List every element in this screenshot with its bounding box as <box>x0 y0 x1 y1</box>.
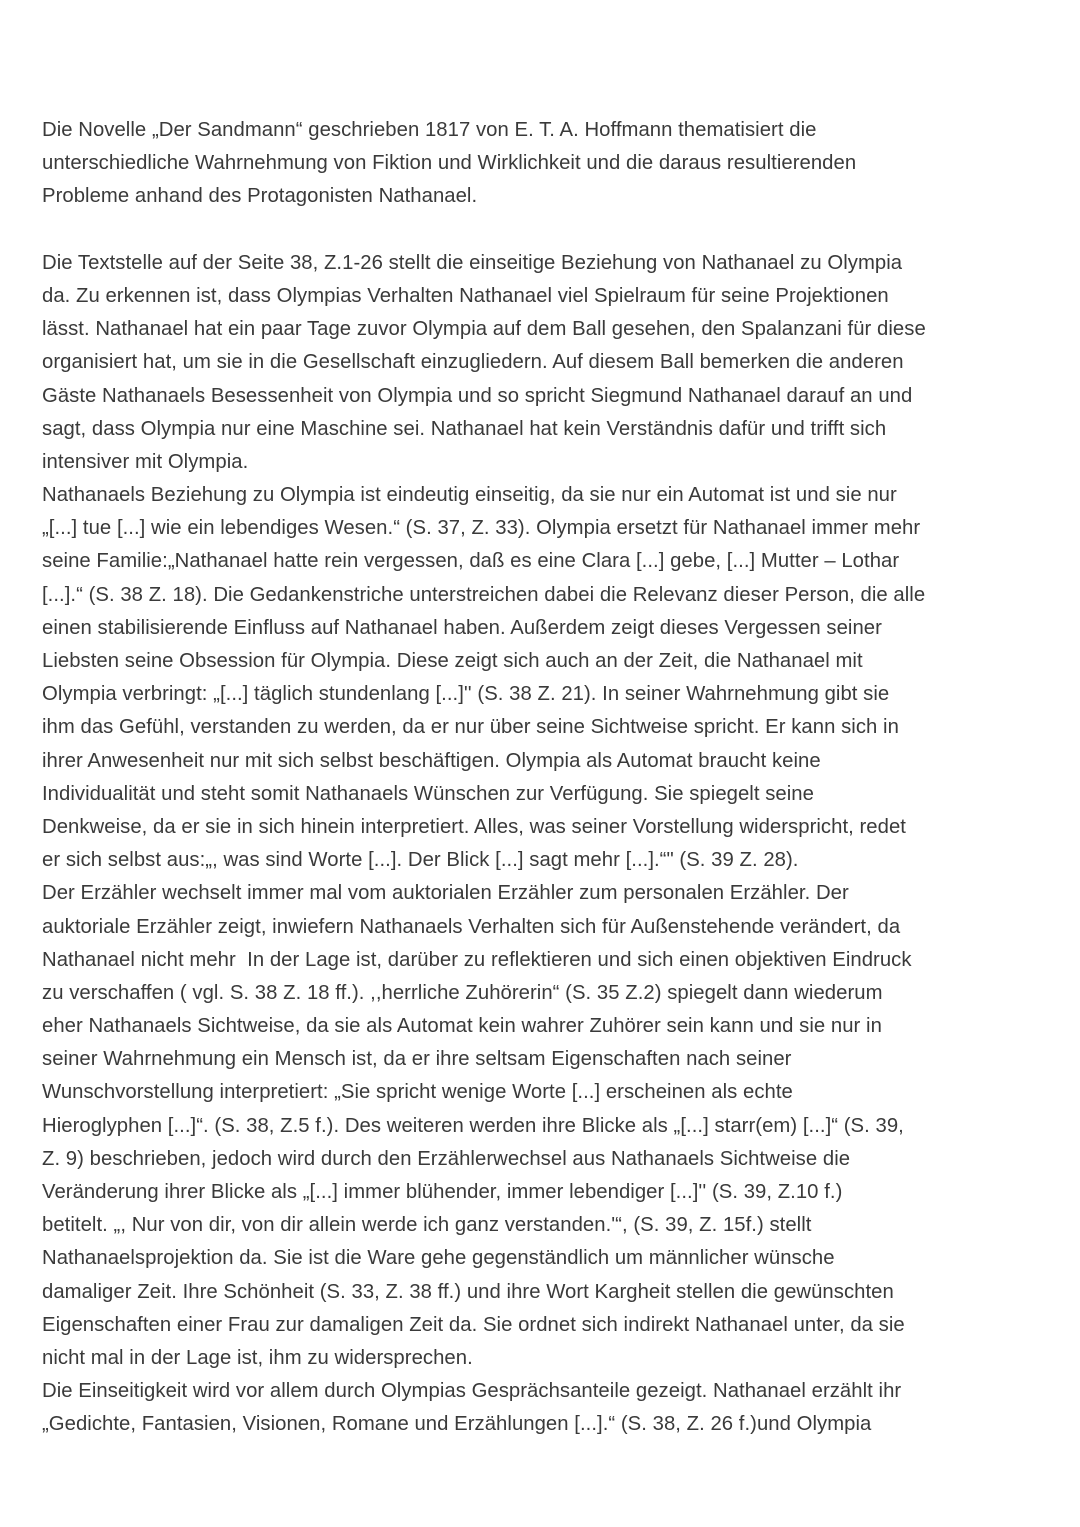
paragraph-context <box>42 247 1042 479</box>
text-line: Veränderung ihrer Blicke als „[...] immer blühender, immer lebendiger [...]'' (S. 39, Z.10 f.) <box>42 1181 843 1203</box>
text-line: ihrer Anwesenheit nur mit sich selbst beschäftigen. Olympia als Automat braucht keine <box>42 749 821 772</box>
text-line: Nathanaels Beziehung zu Olympia ist eindeutig einseitig, da sie nur ein Automat ist und sie nur <box>42 484 897 507</box>
text-line: Eigenschaften einer Frau zur damaligen Zeit da. Sie ordnet sich indirekt Nathanael unter, da sie <box>42 1313 905 1336</box>
text-line: Individualität und steht somit Nathanaels Wünschen zur Verfügung. Sie spiegelt seine <box>42 782 814 805</box>
text-line: Z. 9) beschrieben, jedoch wird durch den Erzählerwechsel aus Nathanaels Sichtweise die <box>42 1147 851 1170</box>
text-line: Der Erzähler wechselt immer mal vom auktorialen Erzähler zum personalen Erzähler. Der <box>42 882 849 905</box>
text-line: Wunschvorstellung interpretiert: „Sie spricht wenige Worte [...] erscheinen als echte <box>42 1081 793 1104</box>
paragraph-one-sidedness <box>42 1375 1042 1441</box>
text-line: Nathanaelsprojektion da. Sie ist die Ware gehe gegenständlich um männlicher wünsche <box>42 1247 835 1270</box>
text-line: Gäste Nathanaels Besessenheit von Olympia und so spricht Siegmund Nathanael darauf an und <box>42 384 913 407</box>
text-line: zu verschaffen ( vgl. S. 38 Z. 18 ff.). ,,herrliche Zuhörerin“ (S. 35 Z.2) spiegelt dann wiederum <box>42 981 883 1004</box>
text-line: ihm das Gefühl, verstanden zu werden, da er nur über seine Sichtweise spricht. Er kann sich in <box>42 716 899 739</box>
text-line: Die Novelle „Der Sandmann“ geschrieben 1817 von E. T. A. Hoffmann thematisiert die <box>42 119 817 141</box>
paragraph-relationship <box>42 479 1042 877</box>
text-line: „[...] tue [...] wie ein lebendiges Wesen.“ (S. 37, Z. 33). Olympia ersetzt für Nathanael immer mehr <box>42 517 921 540</box>
text-line: Denkweise, da er sie in sich hinein interpretiert. Alles, was seiner Vorstellung widerspricht, redet <box>42 815 906 838</box>
text-line: Liebsten seine Obsession für Olympia. Diese zeigt sich auch an der Zeit, die Nathanael mit <box>42 650 863 672</box>
text-line: organisiert hat, um sie in die Gesellschaft einzugliedern. Auf diesem Ball bemerken die anderen <box>42 351 904 374</box>
text-line: Probleme anhand des Protagonisten Nathanael. <box>42 185 478 208</box>
text-line: damaliger Zeit. Ihre Schönheit (S. 33, Z. 38 ff.) und ihre Wort Kargheit stellen die gewünschten <box>42 1280 894 1303</box>
paragraph-spacer <box>42 214 1042 247</box>
text-line: da. Zu erkennen ist, dass Olympias Verhalten Nathanael viel Spielraum für seine Projektionen <box>42 284 889 307</box>
text-line: Olympia verbringt: „[...] täglich stundenlang [...]'' (S. 38 Z. 21). In seiner Wahrnehmung gibt sie <box>42 683 890 706</box>
text-line: nicht mal in der Lage ist, ihm zu widersprechen. <box>42 1346 473 1369</box>
text-line: er sich selbst aus:„, was sind Worte [...]. Der Blick [...] sagt mehr [...].“" (S. 39 Z. 28). <box>42 849 799 872</box>
text-line: [...].“ (S. 38 Z. 18). Die Gedankenstriche unterstreichen dabei die Relevanz dieser Person, die alle <box>42 583 926 606</box>
text-line: eher Nathanaels Sichtweise, da sie als Automat kein wahrer Zuhörer sein kann und sie nur in <box>42 1015 882 1038</box>
text-line: einen stabilisierende Einfluss auf Nathanael haben. Außerdem zeigt dieses Vergessen seiner <box>42 616 882 639</box>
paragraph-introduction <box>42 114 1042 214</box>
text-line: Die Textstelle auf der Seite 38, Z.1-26 stellt die einseitige Beziehung von Nathanael zu Olympia <box>42 251 903 274</box>
text-line: lässt. Nathanael hat ein paar Tage zuvor Olympia auf dem Ball gesehen, den Spalanzani für diese <box>42 318 926 341</box>
text-line: seine Familie:„Nathanael hatte rein vergessen, daß es eine Clara [...] gebe, [...] Mutter – Lothar <box>42 550 900 573</box>
text-line: auktoriale Erzähler zeigt, inwiefern Nathanaels Verhalten sich für Außenstehende verändert, da <box>42 915 901 938</box>
text-line: „Gedichte, Fantasien, Visionen, Romane und Erzählungen [...].“ (S. 38, Z. 26 f.)und Olympia <box>42 1413 872 1436</box>
text-line: betitelt. „, Nur von dir, von dir allein werde ich ganz verstanden.'“, (S. 39, Z. 15f.) stellt <box>42 1214 812 1237</box>
paragraph-narrator <box>42 877 1042 1375</box>
text-line: intensiver mit Olympia. <box>42 450 249 473</box>
text-line: Nathanael nicht mehr In der Lage ist, darüber zu reflektieren und sich einen objektiven Eindruck <box>42 948 912 971</box>
text-line: seiner Wahrnehmung ein Mensch ist, da er ihre seltsam Eigenschaften nach seiner <box>42 1048 792 1071</box>
text-line: sagt, dass Olympia nur eine Maschine sei. Nathanael hat kein Verständnis dafür und trifft sich <box>42 417 887 440</box>
text-line: Hieroglyphen [...]“. (S. 38, Z.5 f.). Des weiteren werden ihre Blicke als „[...] starr(em) [...]“ (S. 39, <box>42 1114 904 1137</box>
document-body <box>42 114 1042 1442</box>
text-line: unterschiedliche Wahrnehmung von Fiktion und Wirklichkeit und die daraus resultierenden <box>42 152 857 175</box>
text-line: Die Einseitigkeit wird vor allem durch Olympias Gesprächsanteile gezeigt. Nathanael erzählt ihr <box>42 1380 902 1403</box>
